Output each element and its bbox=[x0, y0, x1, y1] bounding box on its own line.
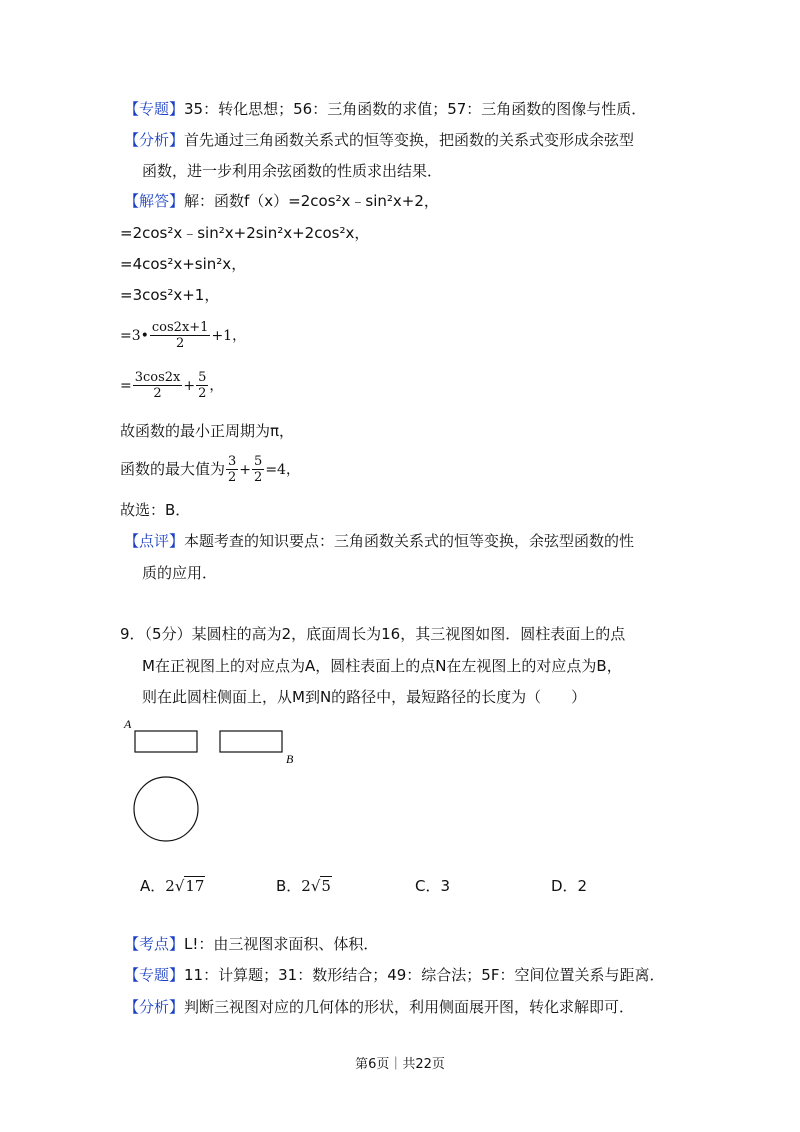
dianping-tag: 【点评】 bbox=[124, 532, 185, 550]
side-view-rect bbox=[220, 731, 282, 752]
three-view-figure bbox=[118, 712, 318, 862]
q9-line-3: 则在此圆柱侧面上，从M到N的路径中，最短路径的长度为（ ） bbox=[142, 688, 587, 706]
choice-line: 故选：B． bbox=[120, 501, 191, 519]
fenxi-line-2: 函数，进一步利用余弦函数的性质求出结果． bbox=[142, 162, 443, 180]
option-b-radicand: 5 bbox=[321, 877, 331, 895]
zhuanti-text: 35：转化思想；56：三角函数的求值；57：三角函数的图像与性质． bbox=[184, 100, 647, 118]
kaodian-line bbox=[124, 934, 378, 954]
dianping-line-2: 质的应用． bbox=[142, 564, 218, 582]
max-numerator-2: 5 bbox=[254, 454, 263, 469]
step-1: =2cos²x﹣sin²x+2sin²x+2cos²x， bbox=[120, 224, 370, 242]
point-a-label: A bbox=[124, 717, 132, 731]
step4-denominator: 2 bbox=[176, 336, 185, 351]
option-a-coef: 2 bbox=[165, 877, 175, 895]
max-fraction-1 bbox=[226, 454, 238, 485]
step5-denominator-1: 2 bbox=[153, 386, 162, 401]
zhuanti-text-2: 11：计算题；31：数形结合；49：综合法；5F：空间位置关系与距离． bbox=[184, 966, 665, 984]
step5-denominator-2: 2 bbox=[198, 386, 207, 401]
dianping-line bbox=[124, 531, 634, 551]
point-b-label: B bbox=[286, 752, 294, 766]
step-5 bbox=[120, 368, 223, 403]
fenxi-text-b2: 判断三视图对应的几何体的形状，利用侧面展开图，转化求解即可． bbox=[184, 998, 635, 1016]
page-footer: 第6页｜共22页 bbox=[355, 1057, 445, 1072]
front-view-rect bbox=[135, 731, 197, 752]
step-4 bbox=[120, 318, 246, 353]
option-a-value: 2√17 bbox=[165, 877, 205, 895]
max-plus: + bbox=[239, 462, 252, 478]
zhuanti-tag: 【专题】 bbox=[124, 100, 185, 118]
step4-post: +1， bbox=[211, 328, 247, 344]
max-fraction-2 bbox=[252, 454, 264, 485]
q9-line-1: 9．（5分）某圆柱的高为2，底面周长为16，其三视图如图．圆柱表面上的点 bbox=[120, 625, 626, 643]
kaodian-tag: 【考点】 bbox=[124, 935, 185, 953]
option-d: D．2 bbox=[551, 877, 588, 895]
max-denominator-2: 2 bbox=[254, 470, 263, 485]
zhuanti-line-2 bbox=[124, 965, 664, 985]
step-3: =3cos²x+1， bbox=[120, 286, 220, 304]
kaodian-text: L!：由三视图求面积、体积． bbox=[184, 935, 379, 953]
jieda-line bbox=[124, 191, 439, 211]
max-pre: 函数的最大值为 bbox=[120, 460, 226, 478]
max-numerator-1: 3 bbox=[228, 454, 237, 469]
step4-numerator: cos2x+1 bbox=[151, 320, 209, 335]
fenxi-line-b2 bbox=[124, 997, 634, 1017]
top-view-circle bbox=[134, 777, 198, 841]
max-line bbox=[120, 452, 300, 487]
q9-line-2: M在正视图上的对应点为A，圆柱表面上的点N在左视图上的对应点为B， bbox=[142, 657, 622, 675]
zhuanti-line bbox=[124, 99, 646, 119]
step5-pre: = bbox=[120, 378, 132, 394]
option-a-radicand: 17 bbox=[185, 877, 205, 895]
jieda-tag: 【解答】 bbox=[124, 192, 185, 210]
step5-plus: + bbox=[183, 378, 196, 394]
step5-numerator-2: 5 bbox=[198, 370, 207, 385]
step5-numerator-1: 3cos2x bbox=[134, 370, 181, 385]
fenxi-text: 首先通过三角函数关系式的恒等变换，把函数的关系式变形成余弦型 bbox=[184, 131, 635, 149]
fenxi-tag: 【分析】 bbox=[124, 131, 185, 149]
step-2: =4cos²x+sin²x， bbox=[120, 255, 247, 273]
option-b bbox=[276, 875, 332, 896]
period-line: 故函数的最小正周期为π， bbox=[120, 422, 295, 440]
step4-pre: =3• bbox=[120, 328, 149, 344]
jieda-text: 解：函数f（x）=2cos²x﹣sin²x+2， bbox=[184, 192, 439, 210]
max-post: =4， bbox=[265, 462, 300, 478]
option-c: C．3 bbox=[415, 877, 451, 895]
step5-post: ， bbox=[209, 378, 224, 394]
option-b-value: 2√5 bbox=[301, 877, 331, 895]
zhuanti-tag-2: 【专题】 bbox=[124, 966, 185, 984]
dianping-text: 本题考查的知识要点：三角函数关系式的恒等变换，余弦型函数的性 bbox=[184, 532, 635, 550]
fenxi-line bbox=[124, 130, 634, 150]
option-b-label: B． bbox=[276, 877, 302, 895]
max-denominator-1: 2 bbox=[228, 470, 237, 485]
option-a bbox=[140, 875, 205, 896]
option-b-coef: 2 bbox=[301, 877, 311, 895]
step5-fraction-1 bbox=[133, 370, 183, 401]
step5-fraction-2 bbox=[196, 370, 208, 401]
fenxi-tag-2: 【分析】 bbox=[124, 998, 185, 1016]
option-a-label: A． bbox=[140, 877, 166, 895]
step4-fraction bbox=[150, 320, 211, 351]
